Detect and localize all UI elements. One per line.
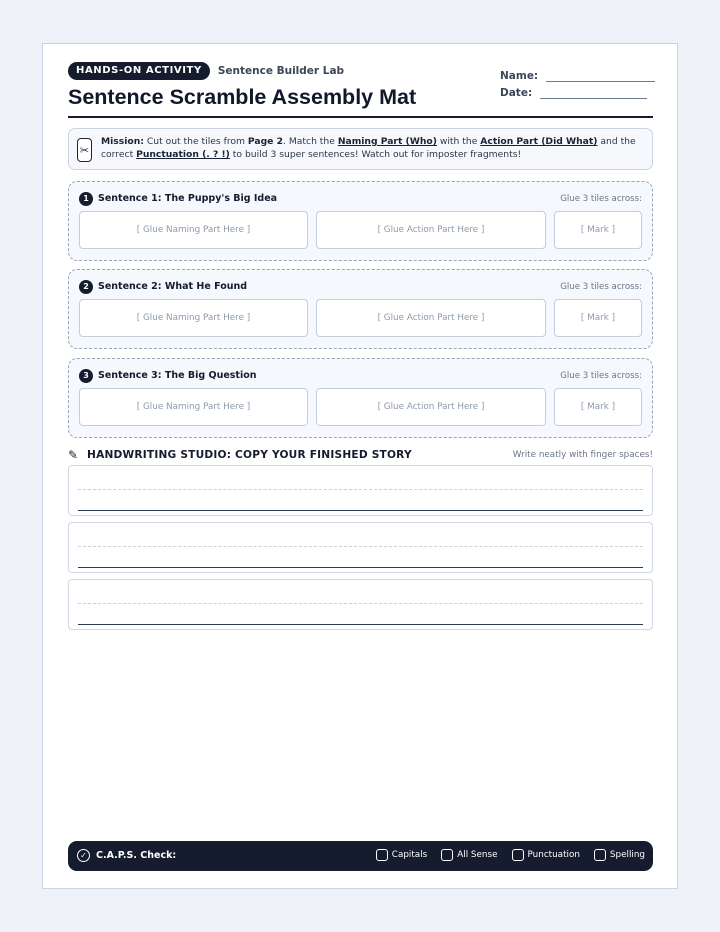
checkbox[interactable] (441, 849, 453, 861)
sentence-title: Sentence 1: The Puppy's Big Idea (98, 193, 278, 204)
name-line[interactable] (546, 72, 655, 82)
mark-slot[interactable]: [ Mark ] (554, 211, 642, 249)
caps-item-label: Punctuation (527, 850, 580, 860)
mission-label: Mission: (101, 136, 144, 147)
midline (78, 546, 643, 547)
sentence-number: 1 (79, 192, 93, 206)
sentence-title: Sentence 2: What He Found (98, 281, 248, 292)
pencil-icon: ✎ (68, 448, 79, 462)
glue-instruction: Glue 3 tiles across: (560, 282, 642, 292)
caps-item-label: Capitals (391, 850, 428, 860)
sentence-box-2 (68, 269, 653, 349)
writing-line-2[interactable] (68, 522, 653, 573)
check-circle-icon: ✓ (77, 849, 90, 862)
caps-item-all-sense[interactable] (441, 849, 497, 861)
mission-text-1: Cut out the tiles from (143, 136, 248, 147)
naming-part-slot[interactable]: [ Glue Naming Part Here ] (79, 388, 308, 426)
mission-page-ref: Page 2 (247, 136, 284, 147)
date-field[interactable] (500, 87, 647, 99)
activity-badge: HANDS-ON ACTIVITY (68, 62, 210, 80)
writing-line-1[interactable] (68, 465, 653, 516)
mark-slot[interactable]: [ Mark ] (554, 299, 642, 337)
caps-item-spelling[interactable] (594, 849, 645, 861)
sentence-number: 2 (79, 280, 93, 294)
caps-item-label: All Sense (457, 850, 498, 860)
mark-slot[interactable]: [ Mark ] (554, 388, 642, 426)
handwriting-title: HANDWRITING STUDIO: COPY YOUR FINISHED STORY (87, 449, 412, 461)
mission-text-4: and the correct (101, 136, 636, 160)
writing-line-3[interactable] (68, 579, 653, 630)
midline (78, 603, 643, 604)
sentence-box-1 (68, 181, 653, 261)
glue-instruction: Glue 3 tiles across: (560, 194, 642, 204)
action-part-slot[interactable]: [ Glue Action Part Here ] (316, 211, 546, 249)
mission-naming-part: Naming Part (Who) (337, 136, 437, 147)
header-divider (68, 116, 653, 118)
action-part-slot[interactable]: [ Glue Action Part Here ] (316, 388, 546, 426)
baseline (78, 624, 643, 625)
mission-box (68, 128, 653, 170)
naming-part-slot[interactable]: [ Glue Naming Part Here ] (79, 211, 308, 249)
caps-item-label: Spelling (609, 850, 645, 860)
lab-name: Sentence Builder Lab (217, 65, 345, 77)
page-title: Sentence Scramble Assembly Mat (68, 85, 417, 109)
sentence-title: Sentence 3: The Big Question (98, 370, 257, 381)
date-line[interactable] (540, 89, 647, 99)
checkbox[interactable] (594, 849, 606, 861)
handwriting-note: Write neatly with finger spaces! (512, 450, 653, 460)
header (68, 61, 468, 110)
naming-part-slot[interactable]: [ Glue Naming Part Here ] (79, 299, 308, 337)
sentence-box-3 (68, 358, 653, 438)
caps-item-capitals[interactable] (376, 849, 427, 861)
baseline (78, 510, 643, 511)
handwriting-header (68, 446, 653, 464)
name-label: Name: (500, 70, 539, 82)
caps-checklist (362, 849, 645, 861)
mission-text (101, 135, 649, 161)
mission-punctuation: Punctuation (. ? !) (136, 149, 230, 160)
baseline (78, 567, 643, 568)
glue-instruction: Glue 3 tiles across: (560, 371, 642, 381)
sentence-number: 3 (79, 369, 93, 383)
mission-text-2: . Match the (283, 136, 338, 147)
caps-label: C.A.P.S. Check: (96, 850, 177, 861)
action-part-slot[interactable]: [ Glue Action Part Here ] (316, 299, 546, 337)
date-label: Date: (500, 87, 533, 99)
scissors-icon: ✂ (77, 138, 92, 162)
mission-action-part: Action Part (Did What) (480, 136, 598, 147)
worksheet-page (42, 43, 678, 889)
caps-item-punctuation[interactable] (512, 849, 580, 861)
checkbox[interactable] (512, 849, 524, 861)
mission-text-5: to build 3 super sentences! Watch out for imposter fragments! (229, 149, 522, 160)
checkbox[interactable] (376, 849, 388, 861)
name-field[interactable] (500, 70, 655, 82)
mission-text-3: with the (436, 136, 481, 147)
midline (78, 489, 643, 490)
caps-check-bar (68, 841, 653, 871)
